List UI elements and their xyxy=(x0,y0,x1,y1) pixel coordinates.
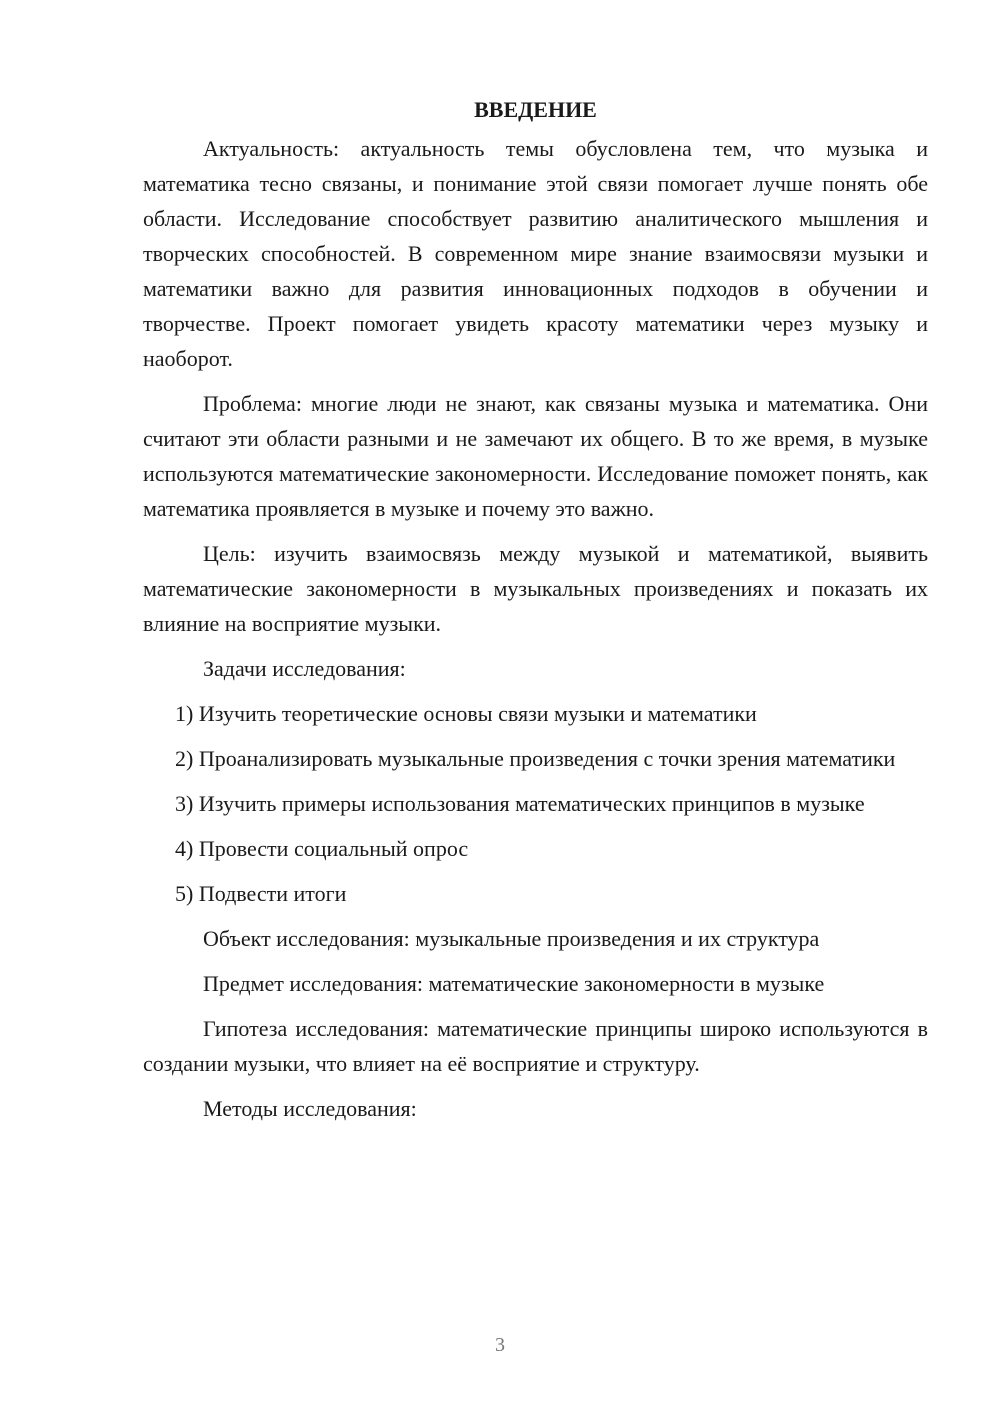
task-item-1: 1) Изучить теоретические основы связи музыки и математики xyxy=(175,701,757,726)
goal-paragraph: Цель: изучить взаимосвязь между музыкой и математикой, выявить математические закономерности в музыкальных произведениях и показать их влияние на восприятие музыки. xyxy=(143,541,928,636)
problem-paragraph: Проблема: многие люди не знают, как связаны музыка и математика. Они считают эти области разными и не замечают их общего. В то же время, в музыке используются математические закономерности. Исследование поможет понять, как математика проявляется в музыке и почему это важно. xyxy=(143,391,928,521)
research-object: Объект исследования: музыкальные произведения и их структура xyxy=(203,926,820,951)
task-item-4: 4) Провести социальный опрос xyxy=(175,836,469,861)
task-item-5: 5) Подвести итоги xyxy=(175,881,347,906)
page-number: 3 xyxy=(495,1334,505,1356)
document-page xyxy=(143,92,928,1136)
relevance-paragraph: Актуальность: актуальность темы обусловлена тем, что музыка и математика тесно связаны, и понимание этой связи помогает лучше понять обе области. Исследование способствует развитию аналитического мышления и творческих способностей. В современном мире знание взаимосвязи музыки и математики важно для развития инновационных подходов в обучении и творчестве. Проект помогает увидеть красоту математики через музыку и наоборот. xyxy=(143,136,928,371)
research-hypothesis: Гипотеза исследования: математические принципы широко используются в создании музыки, что влияет на её восприятие и структуру. xyxy=(143,1016,928,1076)
methods-title: Методы исследования: xyxy=(203,1096,417,1121)
task-item-2: 2) Проанализировать музыкальные произведения с точки зрения математики xyxy=(175,746,896,771)
tasks-title: Задачи исследования: xyxy=(203,656,406,681)
task-item-3: 3) Изучить примеры использования математических принципов в музыке xyxy=(175,791,865,816)
research-subject: Предмет исследования: математические закономерности в музыке xyxy=(203,971,825,996)
page-title: ВВЕДЕНИЕ xyxy=(474,97,597,122)
